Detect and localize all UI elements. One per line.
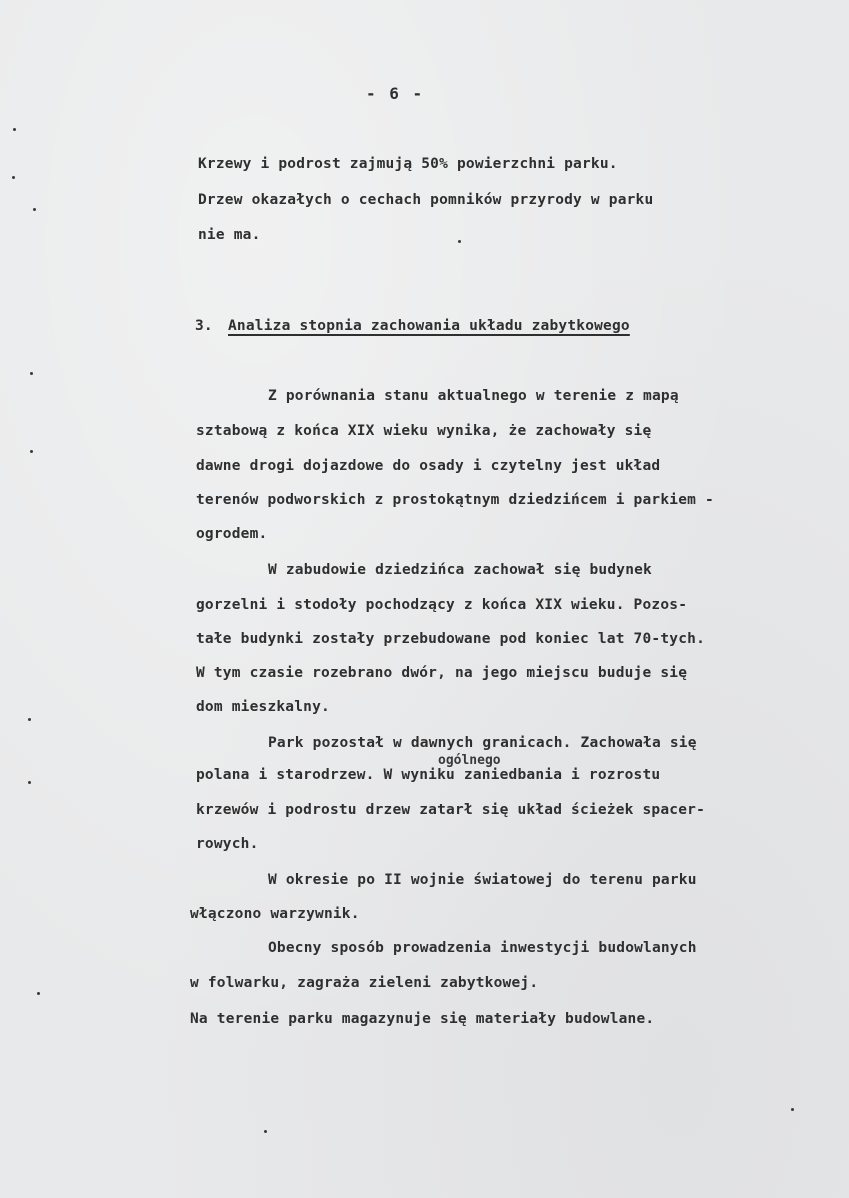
intro-line: Drzew okazałych o cechach pomników przyrody w parku	[198, 192, 654, 208]
scan-speck	[28, 718, 31, 721]
scan-speck	[28, 781, 31, 784]
body-line: w folwarku, zagraża zieleni zabytkowej.	[190, 975, 539, 991]
body-line: włączono warzywnik.	[190, 906, 360, 922]
scan-speck	[264, 1130, 267, 1133]
intro-line: nie ma.	[198, 227, 261, 243]
scan-speck	[791, 1108, 794, 1111]
body-line: polana i starodrzew. W wyniku zaniedbania i rozrostu	[196, 767, 661, 783]
body-line: Na terenie parku magazynuje się materiały budowlane.	[190, 1011, 655, 1027]
overstrike-insertion: ogólnego	[438, 753, 501, 768]
body-line: Park pozostał w dawnych granicach. Zachowała się	[268, 735, 697, 751]
scan-speck	[33, 208, 36, 211]
body-line: terenów podworskich z prostokątnym dziedzińcem i parkiem -	[196, 492, 714, 508]
page-number: - 6 -	[366, 84, 425, 103]
scan-speck	[458, 240, 461, 243]
intro-line: Krzewy i podrost zajmują 50% powierzchni parku.	[198, 156, 618, 172]
body-line: W okresie po II wojnie światowej do terenu parku	[268, 872, 697, 888]
section-number: 3.	[195, 318, 213, 334]
scan-speck	[30, 450, 33, 453]
body-line: W tym czasie rozebrano dwór, na jego miejscu buduje się	[196, 665, 688, 681]
scan-speck	[12, 176, 15, 179]
body-line: tałe budynki zostały przebudowane pod koniec lat 70-tych.	[196, 631, 705, 647]
body-line: sztabową z końca XIX wieku wynika, że zachowały się	[196, 423, 652, 439]
body-line: Obecny sposób prowadzenia inwestycji budowlanych	[268, 940, 697, 956]
body-line: gorzelni i stodoły pochodzący z końca XIX wieku. Pozos-	[196, 597, 688, 613]
body-line: dawne drogi dojazdowe do osady i czytelny jest układ	[196, 458, 661, 474]
body-line: krzewów i podrostu drzew zatarł się układ ścieżek spacer-	[196, 802, 705, 818]
body-line: ogrodem.	[196, 526, 268, 542]
scan-speck	[37, 992, 40, 995]
scan-speck	[13, 128, 16, 131]
body-line: W zabudowie dziedzińca zachował się budynek	[268, 562, 652, 578]
scan-speck	[30, 372, 33, 375]
body-line: Z porównania stanu aktualnego w terenie z mapą	[268, 388, 679, 404]
body-line: dom mieszkalny.	[196, 699, 330, 715]
body-line: rowych.	[196, 836, 259, 852]
section-title: Analiza stopnia zachowania układu zabytkowego	[228, 318, 630, 334]
